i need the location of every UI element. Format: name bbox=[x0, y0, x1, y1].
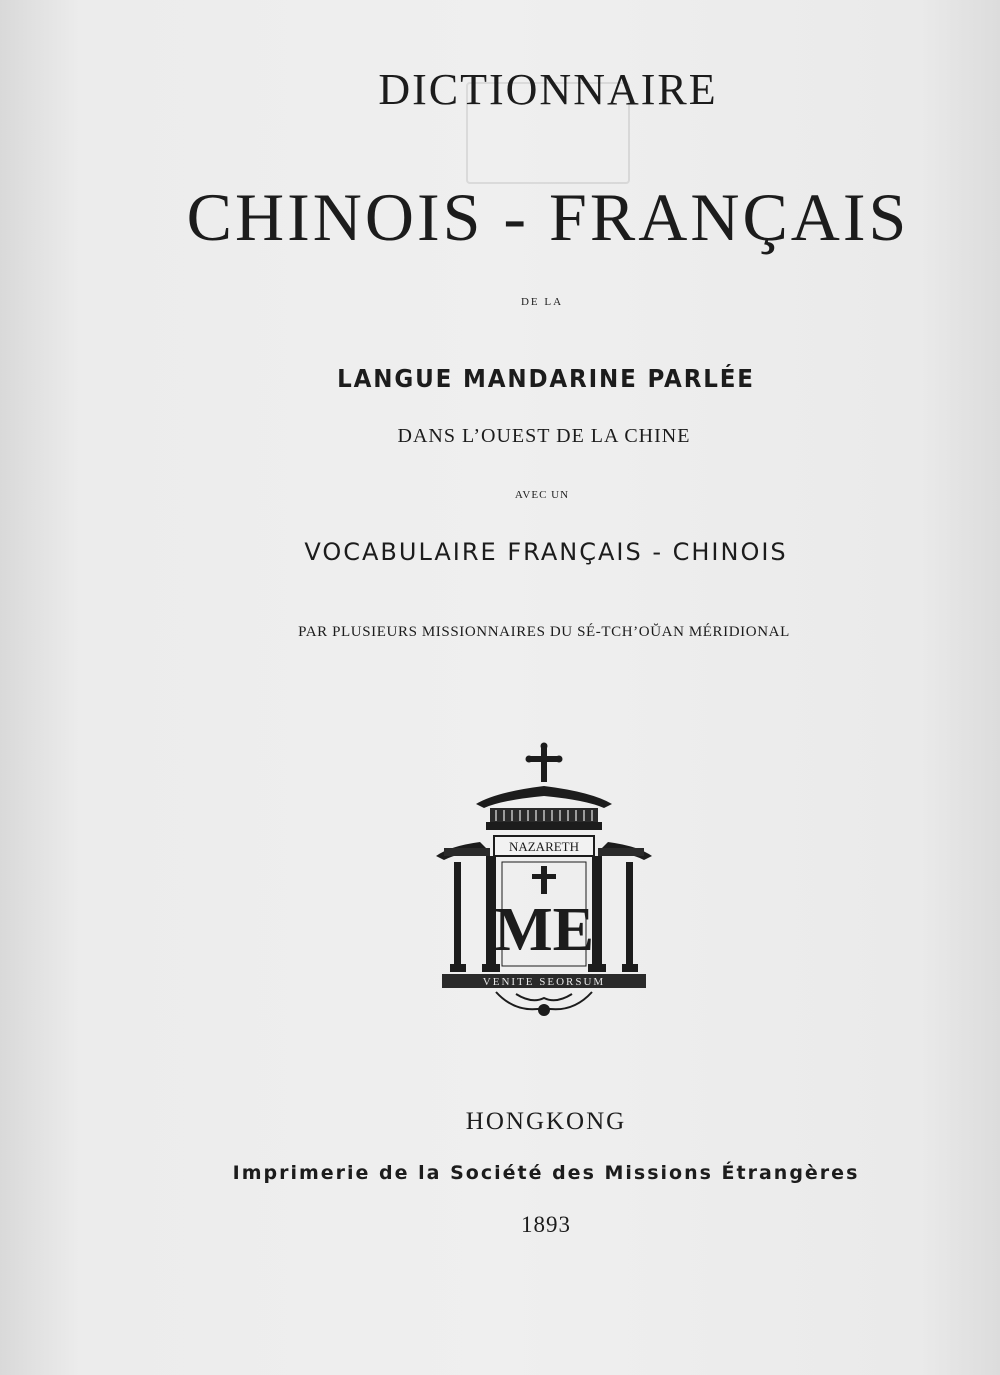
subtitle-langue-mandarine: LANGUE MANDARINE PARLÉE bbox=[337, 364, 755, 393]
ornament-scroll-icon bbox=[496, 992, 592, 1015]
missions-etrangeres-emblem bbox=[436, 742, 652, 1022]
subtitle-de-la: DE LA bbox=[520, 296, 564, 308]
title-dictionnaire: DICTIONNAIRE bbox=[378, 65, 718, 114]
ribbon-text: VENITE SEORSUM bbox=[482, 976, 606, 988]
author-line: PAR PLUSIEURS MISSIONNAIRES DU SÉ-TCH’OŬAN MÉRIDIONAL bbox=[298, 624, 790, 640]
top-cross-icon bbox=[526, 743, 563, 783]
upper-roof-icon bbox=[476, 786, 612, 830]
subtitle-avec-un: AVEC UN bbox=[514, 489, 570, 501]
imprint-year: 1893 bbox=[521, 1212, 571, 1237]
subtitle-ouest-chine: DANS L’OUEST DE LA CHINE bbox=[397, 425, 691, 447]
title-chinois-francais: CHINOIS - FRANÇAIS bbox=[186, 179, 910, 255]
imprint-printer: Imprimerie de la Société des Missions Étrangères bbox=[232, 1162, 860, 1184]
subtitle-vocabulaire: VOCABULAIRE FRANÇAIS - CHINOIS bbox=[304, 538, 788, 566]
imprint-city: HONGKONG bbox=[465, 1108, 627, 1135]
plaque-text: NAZARETH bbox=[508, 839, 580, 854]
panel-cross-icon bbox=[532, 866, 556, 894]
monogram-text: ME bbox=[494, 896, 594, 964]
